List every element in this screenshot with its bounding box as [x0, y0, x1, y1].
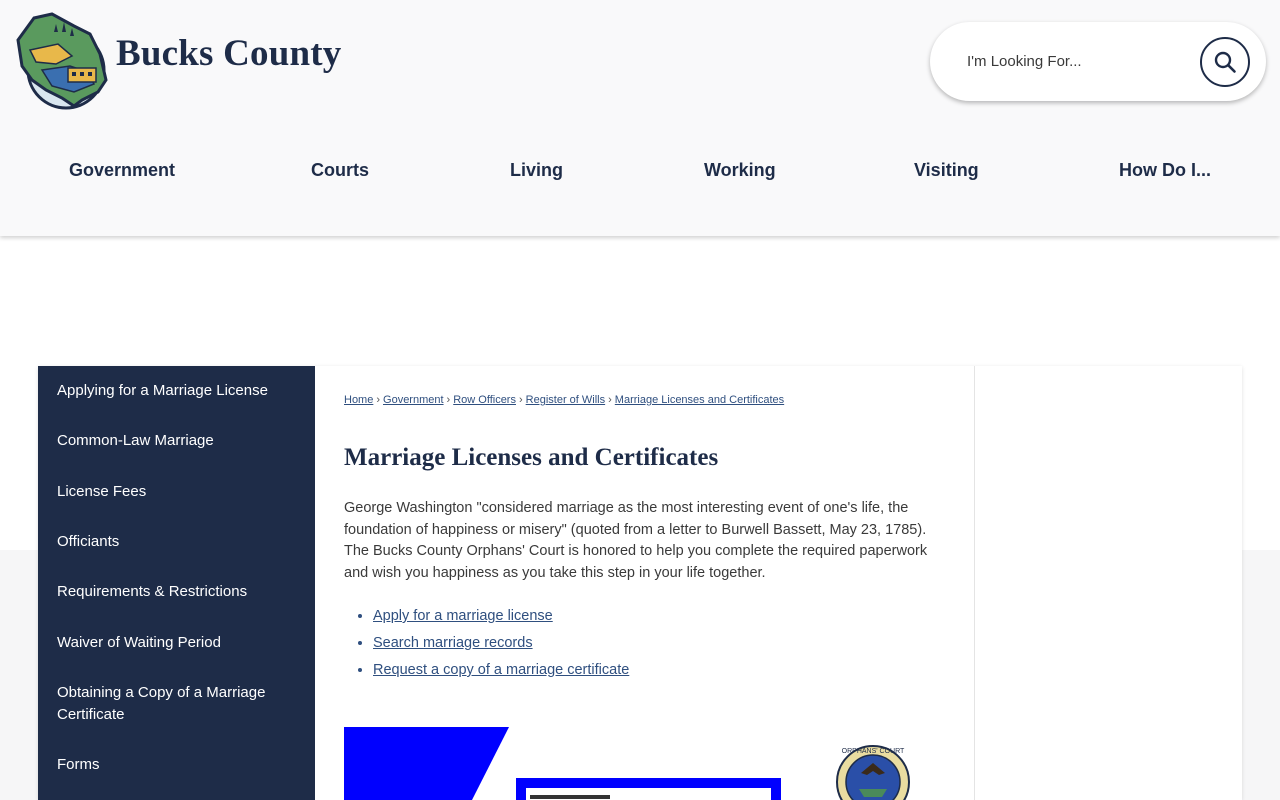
sidebar-item-copy[interactable]: Obtaining a Copy of a Marriage Certificate — [57, 684, 266, 723]
breadcrumb — [344, 394, 784, 406]
nav-how-do-i[interactable]: How Do I... — [1119, 160, 1211, 180]
sidebar-item-forms[interactable]: Forms — [57, 756, 100, 773]
search-input[interactable] — [967, 47, 1187, 77]
nav-working[interactable]: Working — [704, 160, 776, 180]
breadcrumb-separator: › — [376, 394, 381, 406]
site-title[interactable]: Bucks County — [116, 32, 342, 74]
main-nav — [0, 160, 1280, 192]
sidebar-nav — [38, 366, 315, 800]
intro-paragraph: George Washington "considered marriage as the most interesting event of one's life, the foundation of happiness or misery" (quoted from a letter to Burwell Bassett, May 23, 1785). The Bucks County Orphans' Court is honored to help you complete the required paperwork and wish you happiness as you take this step in your life together. — [344, 500, 928, 581]
sidebar-item-requirements[interactable]: Requirements & Restrictions — [57, 583, 248, 600]
nav-courts[interactable]: Courts — [311, 160, 369, 180]
page-title: Marriage Licenses and Certificates — [344, 444, 719, 471]
sidebar-item-applying[interactable]: Applying for a Marriage License — [57, 382, 268, 399]
sidebar-item-waiver[interactable]: Waiver of Waiting Period — [57, 634, 221, 651]
breadcrumb-separator: › — [608, 394, 612, 406]
logo-link[interactable] — [12, 10, 342, 110]
sidebar-item-common-law[interactable]: Common-Law Marriage — [57, 432, 214, 449]
sidebar-item-license-fees[interactable]: License Fees — [57, 483, 147, 500]
nav-government[interactable]: Government — [69, 160, 176, 180]
list-item — [373, 657, 629, 684]
breadcrumb-government[interactable]: Government — [383, 394, 444, 406]
nav-living[interactable]: Living — [510, 160, 563, 180]
link-apply-license[interactable]: Apply for a marriage license — [373, 608, 553, 624]
search-box — [930, 22, 1266, 101]
sidebar-item-officiants[interactable]: Officiants — [57, 533, 120, 550]
marriage-banner-graphic — [344, 727, 944, 800]
nav-visiting[interactable]: Visiting — [914, 160, 979, 180]
search-icon — [1213, 50, 1237, 74]
breadcrumb-register-of-wills[interactable]: Register of Wills — [525, 394, 606, 406]
breadcrumb-separator: › — [518, 394, 523, 406]
content-container — [38, 366, 1242, 800]
breadcrumb-current[interactable]: Marriage Licenses and Certificates — [614, 394, 785, 406]
breadcrumb-row-officers[interactable]: Row Officers — [453, 394, 516, 406]
breadcrumb-separator: › — [446, 394, 451, 406]
seal-text: ORPHANS' COURT — [841, 748, 905, 755]
breadcrumb-home[interactable]: Home — [344, 394, 374, 406]
list-item — [373, 630, 629, 657]
banner-image — [344, 727, 944, 800]
quick-links — [373, 603, 629, 684]
search-button[interactable] — [1200, 37, 1250, 87]
county-logo-icon — [12, 10, 114, 110]
right-column — [974, 366, 1242, 800]
list-item — [373, 603, 629, 630]
link-request-copy[interactable]: Request a copy of a marriage certificate — [373, 662, 630, 678]
link-search-records[interactable]: Search marriage records — [373, 635, 533, 651]
site-header — [0, 0, 1280, 236]
main-content — [315, 366, 974, 800]
